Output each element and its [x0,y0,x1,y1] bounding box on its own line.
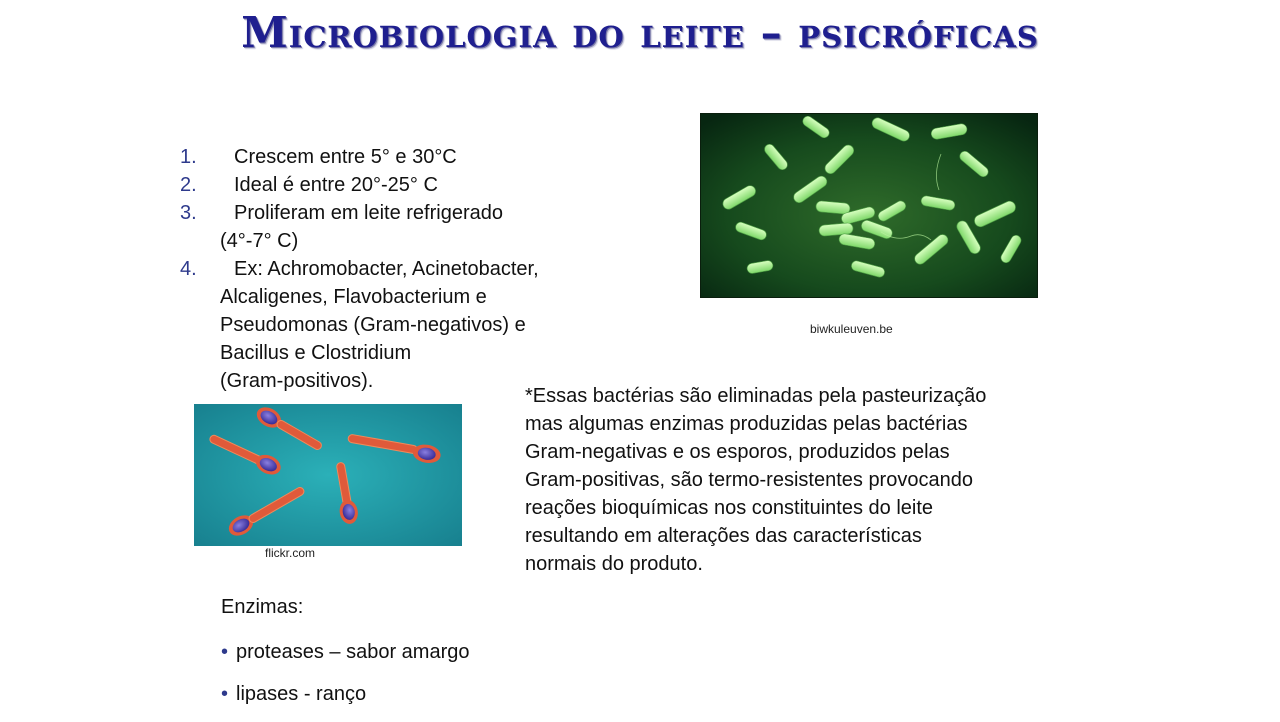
slide-title: Microbiologia do leite – psicróficas [241,8,1039,57]
list-text: Proliferam em leite refrigerado [234,202,503,224]
list-number: 3. [180,202,197,224]
blue-image-credit: flickr.com [265,546,316,560]
bullet-icon: • [221,683,229,705]
enzyme-text: lipases - ranço [236,683,367,705]
list-number: 4. [180,258,197,280]
list-item [180,199,610,255]
green-bacteria-micrograph-icon [701,114,1037,297]
list-number: 2. [180,174,197,196]
list-item [180,171,610,199]
list-text: Ex: Achromobacter, Acinetobacter, [234,258,539,280]
green-image-credit: biwkuleuven.be [810,322,893,336]
list-item [180,143,610,171]
list-text: Ideal é entre 20°-25° C [234,174,438,196]
green-bacteria-micrograph-image [700,113,1038,298]
enzymes-list [221,638,469,722]
spore-bacteria-image [194,404,462,546]
list-item [221,680,469,722]
pasteurization-note [525,382,1115,578]
enzymes-heading: Enzimas: [221,596,304,618]
note-line: normais do produto. [525,553,703,575]
note-line: Gram-negativas e os esporos, produzidos pelas [525,441,950,463]
list-text: Alcaligenes, Flavobacterium e [220,286,487,308]
bullet-icon: • [221,641,229,663]
list-item [180,255,610,395]
enzyme-text: proteases – sabor amargo [236,641,470,663]
list-number: 1. [180,146,197,168]
note-line: *Essas bactérias são eliminadas pela pasteurização [525,385,987,407]
list-text: Bacillus e Clostridium [220,342,412,364]
note-line: resultando em alterações das características [525,525,922,547]
list-text: Crescem entre 5° e 30°C [234,146,457,168]
rod-bacteria-spores-icon [194,404,462,546]
list-text: (4°-7° C) [220,230,299,252]
note-line: mas algumas enzimas produzidas pelas bactérias [525,413,968,435]
characteristics-list [180,143,610,395]
list-text: Pseudomonas (Gram-negativos) e [220,314,526,336]
list-item [221,638,469,680]
note-line: reações bioquímicas nos constituintes do leite [525,497,934,519]
note-line: Gram-positivas, são termo-resistentes provocando [525,469,973,491]
list-text: (Gram-positivos). [220,370,374,392]
